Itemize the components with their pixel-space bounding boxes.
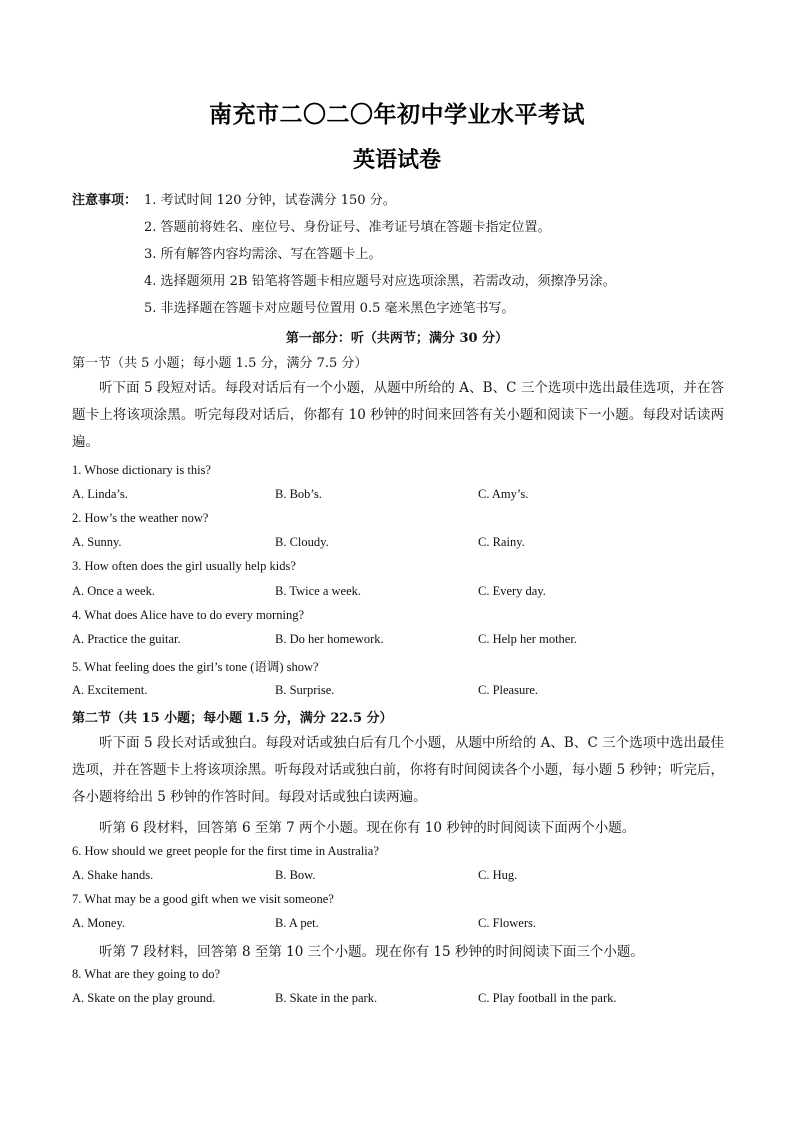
exam-title: 南充市二〇二〇年初中学业水平考试 (209, 101, 585, 128)
option-a: A. Excitement. (72, 683, 148, 697)
option-c: C. Pleasure. (478, 683, 539, 697)
question-2: 2. How’s the weather now? (72, 511, 209, 525)
option-c: C. Hug. (478, 868, 518, 882)
section2-heading: 第二节（共 15 小题；每小题 1.5 分，满分 22.5 分） (72, 711, 393, 726)
option-b: B. Cloudy. (275, 535, 329, 549)
option-b: B. Bob’s. (275, 487, 322, 501)
option-a: A. Sunny. (72, 535, 122, 549)
option-c: C. Help her mother. (478, 632, 577, 646)
note-item: 1. 考试时间 120 分钟，试卷满分 150 分。 (144, 193, 396, 208)
option-b: B. Twice a week. (275, 584, 362, 598)
question-8: 8. What are they going to do? (72, 967, 220, 981)
notes-label: 注意事项： (72, 193, 138, 208)
option-b: B. Do her homework. (275, 632, 384, 646)
material-7-instruction: 听第 7 段材料，回答第 8 至第 10 三个小题。现在你有 15 秒钟的时间阅读下面三个小题。 (99, 944, 644, 960)
option-a: A. Shake hands. (72, 868, 154, 882)
question-4: 4. What does Alice have to do every morning? (72, 608, 304, 622)
option-c: C. Rainy. (478, 535, 525, 549)
question-3: 3. How often does the girl usually help kids? (72, 559, 296, 573)
material-6-instruction: 听第 6 段材料，回答第 6 至第 7 两个小题。现在你有 10 秒钟的时间阅读下面两个小题。 (99, 820, 636, 836)
option-a: A. Practice the guitar. (72, 632, 181, 646)
option-a: A. Skate on the play ground. (72, 991, 216, 1005)
question-6: 6. How should we greet people for the first time in Australia? (72, 844, 379, 858)
option-c: C. Every day. (478, 584, 546, 598)
section2-instructions: 听下面 5 段长对话或独白。每段对话或独白后有几个小题，从题中所给的 A、B、C 三个选项中选出最佳选项，并在答题卡上将该项涂黑。听每段对话或独白前，你将有时间阅读各个小题，每小题 5 秒钟；听完后，各小题将给出 5 秒钟的作答时间。每段对话或独白读两遍。 (72, 735, 724, 805)
note-item: 5. 非选择题在答题卡对应题号位置用 0.5 毫米黑色字迹笔书写。 (144, 301, 515, 316)
option-a: A. Linda’s. (72, 487, 128, 501)
exam-subtitle: 英语试卷 (352, 147, 441, 173)
option-b: B. Surprise. (275, 683, 335, 697)
option-b: B. Skate in the park. (275, 991, 378, 1005)
note-item: 3. 所有解答内容均需涂、写在答题卡上。 (144, 247, 382, 262)
note-item: 4. 选择题须用 2B 铅笔将答题卡相应题号对应选项涂黑，若需改动，须擦净另涂。 (144, 274, 616, 289)
part1-heading: 第一部分：听（共两节；满分 30 分） (285, 331, 509, 346)
option-a: A. Money. (72, 916, 126, 930)
option-b: B. A pet. (275, 916, 319, 930)
section1-instructions: 听下面 5 段短对话。每段对话后有一个小题，从题中所给的 A、B、C 三个选项中选出最佳选项，并在答题卡上将该项涂黑。听完每段对话后，你都有 10 秒钟的时间来回答有关小题和阅读下一小题。每段对话读两遍。 (72, 380, 724, 450)
notes-row-1 (72, 189, 137, 208)
question-1: 1. Whose dictionary is this? (72, 463, 211, 477)
option-c: C. Play football in the park. (478, 991, 617, 1005)
question-7: 7. What may be a good gift when we visit someone? (72, 892, 334, 906)
option-b: B. Bow. (275, 868, 316, 882)
option-a: A. Once a week. (72, 584, 155, 598)
section1-heading: 第一节（共 5 小题；每小题 1.5 分，满分 7.5 分） (72, 356, 368, 371)
question-5: 5. What feeling does the girl’s tone (语调) show? (72, 660, 319, 674)
option-c: C. Flowers. (478, 916, 536, 930)
option-c: C. Amy’s. (478, 487, 529, 501)
note-item: 2. 答题前将姓名、座位号、身份证号、准考证号填在答题卡指定位置。 (144, 220, 551, 235)
